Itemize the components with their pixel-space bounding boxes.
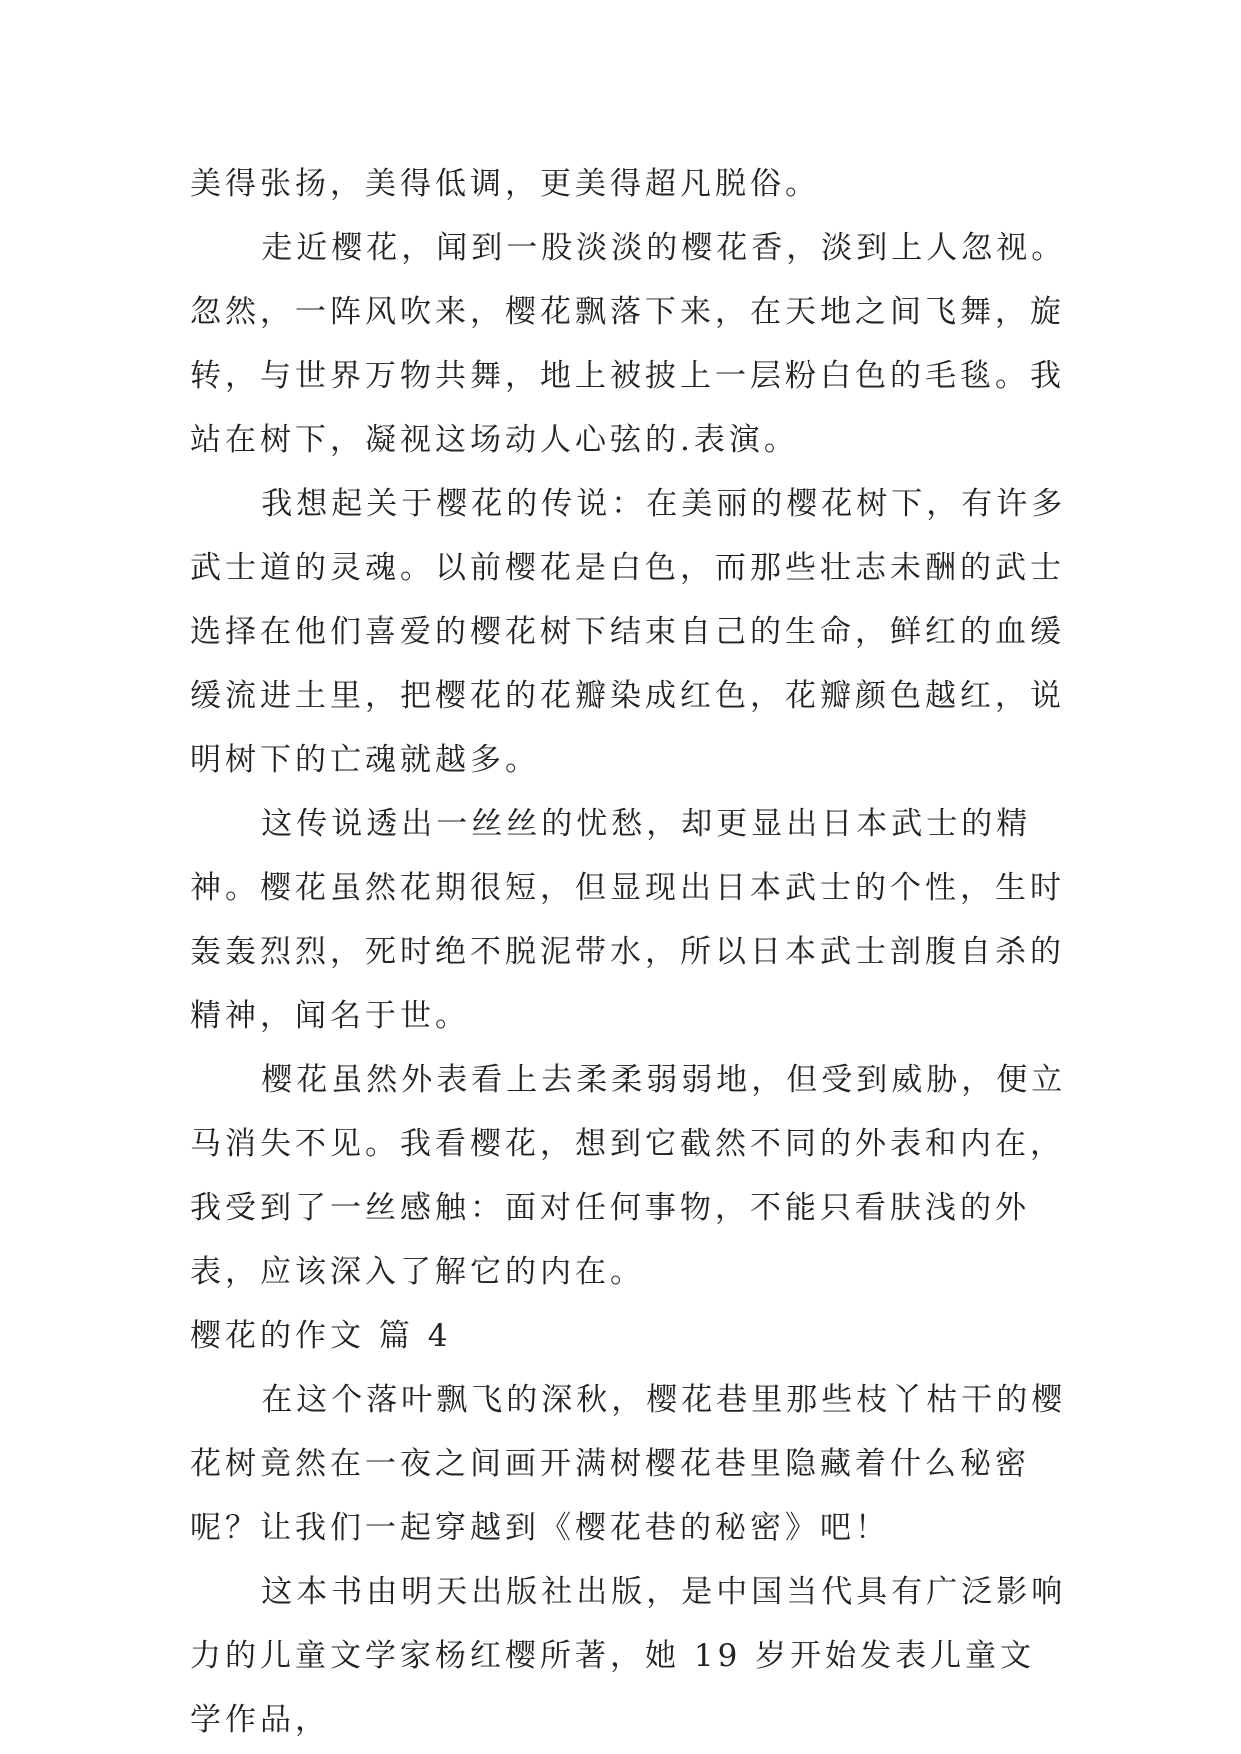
paragraph-sakura-walk: 走近樱花，闻到一股淡淡的樱花香，淡到上人忽视。忽然，一阵风吹来，樱花飘落下来，在天地之间飞舞，旋转，与世界万物共舞，地上被披上一层粉白色的毛毯。我站在树下，凝视这场动人心弦的.表演。: [190, 230, 1067, 458]
section-heading: 樱花的作文 篇 4: [190, 1318, 452, 1354]
paragraph-book-intro: 这本书由明天出版社出版，是中国当代具有广泛影响力的儿童文学家杨红樱所著，她 19 岁开始发表儿童文学作品，: [190, 1574, 1067, 1738]
paragraph-continuation: 美得张扬，美得低调，更美得超凡脱俗。: [190, 166, 820, 202]
document-body: [190, 152, 1070, 1752]
paragraph-sakura-legend: 我想起关于樱花的传说：在美丽的樱花树下，有许多武士道的灵魂。以前樱花是白色，而那些壮志未酬的武士选择在他们喜爱的樱花树下结束自己的生命，鲜红的血缓缓流进土里，把樱花的花瓣染成红色，花瓣颜色越红，说明树下的亡魂就越多。: [190, 486, 1067, 778]
paragraph-samurai-spirit: 这传说透出一丝丝的忧愁，却更显出日本武士的精神。樱花虽然花期很短，但显现出日本武士的个性，生时轰轰烈烈，死时绝不脱泥带水，所以日本武士剖腹自杀的精神，闻名于世。: [190, 806, 1065, 1034]
paragraph-sakura-reflection: 樱花虽然外表看上去柔柔弱弱地，但受到威胁，便立马消失不见。我看樱花，想到它截然不同的外表和内在，我受到了一丝感触：面对任何事物，不能只看肤浅的外表，应该深入了解它的内在。: [190, 1062, 1067, 1290]
paragraph-sakura-alley: 在这个落叶飘飞的深秋，樱花巷里那些枝丫枯干的樱花树竟然在一夜之间画开满树樱花巷里隐藏着什么秘密呢？让我们一起穿越到《樱花巷的秘密》吧！: [190, 1382, 1067, 1546]
